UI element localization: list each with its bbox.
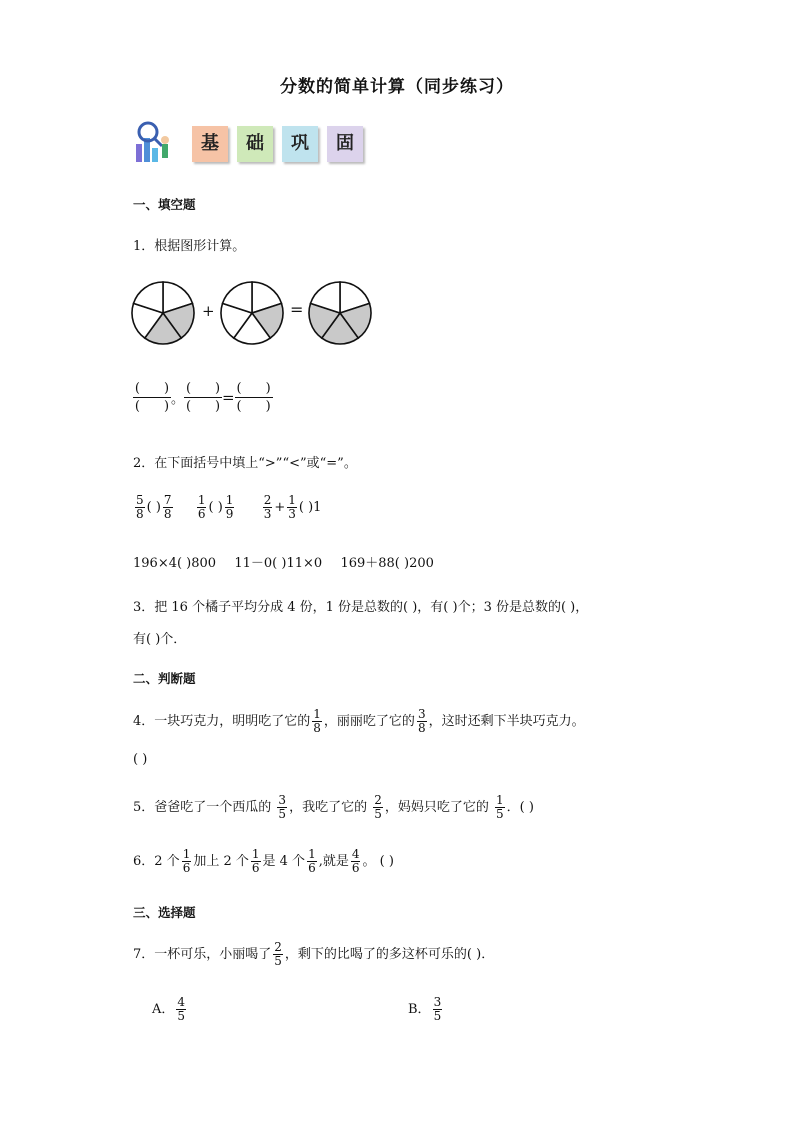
answer-blank[interactable]: ( ) (208, 500, 223, 515)
answer-paren[interactable]: 。 ( ) (362, 854, 394, 869)
fraction: $\frac{1}{6}$ (308, 847, 316, 875)
banner-char-2: 础 (237, 126, 273, 162)
fraction: $\frac{3}{8}$ (417, 707, 426, 735)
comparison-3[interactable]: 169＋88( )200 (340, 556, 434, 571)
fraction: $\frac{2}{5}$ (274, 940, 282, 968)
comparison-2[interactable]: 11－0( )11×0 (234, 556, 323, 571)
fraction: $\frac{5}{8}$ (136, 493, 144, 521)
operator-dot: 。 (171, 392, 185, 407)
section-heading-judge: 二、判断题 (133, 671, 196, 686)
fraction: $\frac{3}{5}$ (433, 995, 442, 1023)
fraction: $\frac{1}{6}$ (251, 847, 260, 875)
blank-fraction-1[interactable]: $\frac{( )}{( )}$ (134, 381, 170, 414)
option-a-label: A． (152, 1002, 175, 1017)
fraction: $\frac{7}{8}$ (163, 493, 172, 521)
pie-chart-2 (219, 280, 285, 346)
option-b[interactable] (408, 996, 444, 1023)
fraction: $\frac{1}{5}$ (496, 793, 504, 821)
section-banner (132, 120, 372, 170)
blank-fraction-3[interactable]: $\frac{( )}{( )}$ (236, 381, 271, 414)
equals-sign: = (290, 300, 304, 319)
banner-char-3: 巩 (282, 126, 318, 162)
question-3-line-1: 3．把 16 个橘子平均分成 4 份，1 份是总数的( )，有( )个；3 份是总数的( )， (133, 600, 589, 615)
pie-figure-row (130, 280, 390, 346)
number-one: 1 (313, 500, 322, 515)
fraction: $\frac{4}{5}$ (177, 995, 186, 1023)
option-b-label: B． (408, 1002, 431, 1017)
fraction: $\frac{4}{6}$ (351, 847, 360, 875)
question-2-row-2 (133, 552, 434, 571)
question-3-line-2: 有( )个． (133, 632, 187, 647)
fraction: $\frac{1}{9}$ (225, 493, 234, 521)
plus-sign: + (202, 302, 215, 320)
page-title: 分数的简单计算（同步练习） (280, 77, 514, 97)
comparison-1[interactable]: 196×4( )800 (133, 556, 217, 571)
question-2-row-1 (133, 494, 321, 521)
banner-char-1: 基 (192, 126, 228, 162)
blank-fraction-2[interactable]: $\frac{( )}{( )}$ (185, 381, 221, 414)
fraction: $\frac{2}{5}$ (374, 793, 382, 821)
fraction: $\frac{1}{6}$ (182, 847, 191, 875)
question-7-text: 7．一杯可乐，小丽喝了 $\frac{2}{5}$ ，剩下的比喝了的多这杯可乐的( )． (133, 940, 495, 968)
operator-equals: = (222, 388, 235, 407)
fraction: $\frac{1}{3}$ (288, 493, 296, 521)
fraction: $\frac{1}{6}$ (197, 493, 206, 521)
magnifier-figure-icon (132, 120, 180, 168)
question-1-text: 1．根据图形计算。 (133, 239, 246, 254)
pie-chart-3 (307, 280, 373, 346)
question-1-answer-row (133, 380, 273, 415)
fraction: $\frac{1}{8}$ (313, 707, 321, 735)
section-heading-fill: 一、填空题 (133, 197, 196, 212)
question-2-text: 2．在下面括号中填上“>”“<”或“=”。 (133, 456, 357, 471)
answer-blank[interactable]: ( ) (146, 500, 161, 515)
answer-blank[interactable]: ( ) (298, 500, 314, 515)
question-4-text: 4．一块巧克力，明明吃了它的 $\frac{1}{8}$ ，丽丽吃了它的 $\frac{3}{8}$ ，这时还剩下半块巧克力。 (133, 707, 585, 735)
pie-chart-1 (130, 280, 196, 346)
section-heading-choice: 三、选择题 (133, 905, 196, 920)
option-a[interactable] (152, 996, 188, 1023)
question-5-text: 5．爸爸吃了一个西瓜的 $\frac{3}{5}$ ，我吃了它的 $\frac{2}{5}$ ，妈妈只吃了它的 $\frac{1}{5}$ ．( ) (133, 793, 534, 821)
fraction: $\frac{3}{5}$ (278, 793, 287, 821)
question-4-answer-paren[interactable]: ( ) (133, 752, 148, 767)
banner-char-4: 固 (327, 126, 363, 162)
question-6-text: 6．2 个 $\frac{1}{6}$ 加上 2 个 $\frac{1}{6}$ 是 4 个 $\frac{1}{6}$ ,就是 $\frac{4}{6}$ 。 ( ) (133, 847, 394, 875)
plus-sign: + (274, 500, 286, 515)
answer-paren[interactable]: ．( ) (506, 800, 534, 815)
fraction: $\frac{2}{3}$ (263, 493, 272, 521)
